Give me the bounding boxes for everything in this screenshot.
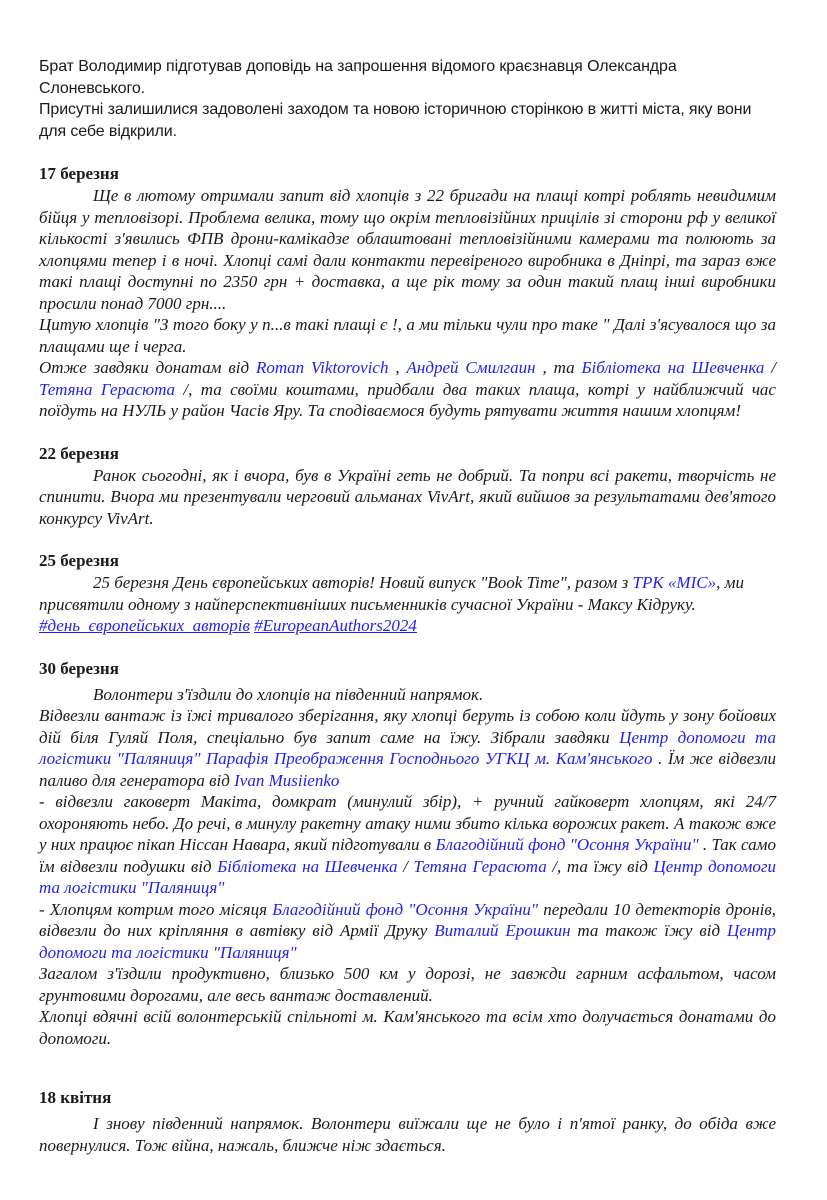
text: , ми присвятили одному з найперспективніших письменників сучасної України - Максу Кідруку. — [39, 573, 744, 614]
text: . Їм же відвезли паливо для генератора від — [39, 749, 777, 790]
text: /, та їжу від — [546, 856, 654, 876]
link-tetiana-herasiuta[interactable]: Тетяна Герасюта — [413, 856, 547, 876]
paragraph — [39, 705, 776, 791]
paragraph: Волонтери з'їздили до хлопців на південний напрямок. — [93, 684, 484, 704]
section-march-22 — [39, 443, 776, 530]
intro-paragraph-1: Брат Володимир підготував доповідь на запрошення відомого краєзнавця Олександра Слоневського. — [39, 58, 677, 97]
hashtag-link-european-authors-2024[interactable]: #EuropeanAuthors2024 — [254, 616, 417, 635]
link-roman-viktorovich[interactable]: Roman Viktorovich — [256, 358, 389, 377]
text: / — [764, 358, 776, 377]
paragraph: Хлопці вдячні всій волонтерській спільноті м. Кам'янського та всім хто долучається донатами до допомоги. — [39, 1007, 776, 1048]
text: - відвезли гаковерт Макіта, домкрат (минулий збір), + ручний гайковерт хлопцям, які 24/7 охороняють небо. До речі, в минулу ракетну атаку ними збито кілька ворожих ракет. А також вже у них працює пікап Ніссан Навара, який підготували в — [39, 792, 776, 854]
link-biblioteka-shevchenka[interactable]: Бібліотека на Шевченка — [581, 358, 765, 377]
text: передали 10 детекторів дронів, відвезли до них кріпляння в автівку від Армії Друку — [39, 899, 777, 940]
section-april-18 — [39, 1087, 776, 1156]
link-fond-osonnia-ukrainy[interactable]: Благодійний фонд "Осоння України" — [435, 835, 699, 854]
text: Отже завдяки донатам від — [39, 358, 256, 377]
link-vitalii-eroshkin[interactable]: Виталий Ерошкин — [434, 921, 571, 940]
link-ivan-musiienko[interactable]: Ivan Musiienko — [234, 770, 340, 790]
paragraph: Ще в лютому отримали запит від хлопців з 22 бригади на плащі котрі роблять невидимим бійця у тепловізорі. Проблема велика, тому що окрім тепловізійних прицілів зі сторони рф у великої кількості з'явились ФПВ дрони-камікадзе облаштовані тепловізійними камерами та полюють за хлопцями тепер і в ночі. Хлопці самі дали контакти перевіреного виробника в Дніпрі, та зараз вже такі плащі доступні по 2350 грн + доставка, а ще рік тому за один такий плащ інші виробники просили понад 7000 грн.... — [39, 186, 776, 313]
text: / — [397, 856, 414, 876]
link-tsentr-palianytsia[interactable]: Центр допомоги та логістики "Паляниця" — [39, 921, 776, 962]
paragraph — [39, 357, 776, 422]
paragraph: Цитую хлопців "З того боку у п...в такі плащі є !, а ми тільки чули про таке " Далі з'ясувалося що за плащами ще і черга. — [39, 315, 776, 356]
section-march-25 — [39, 550, 776, 637]
intro-block — [39, 56, 776, 142]
text: 25 березня День європейських авторів! Новий випуск "Book Time", разом з — [93, 573, 633, 592]
link-fond-osonnia-ukrainy[interactable]: Благодійний фонд "Осоння України" — [272, 899, 539, 919]
document-page — [39, 56, 776, 1156]
link-andrei-smilgain[interactable]: Андрей Смилгаин — [406, 358, 536, 377]
date-heading: 25 березня — [39, 551, 119, 570]
link-biblioteka-shevchenka[interactable]: Бібліотека на Шевченка — [217, 856, 398, 876]
text: та також їжу від — [570, 921, 727, 940]
link-parafiia-preobrazhennia[interactable]: Парафія Преображення Господнього УГКЦ м. Кам'янського — [206, 749, 653, 768]
paragraph: І знову південний напрямок. Волонтери виїжали ще не було і п'ятої ранку, до обіда вже повернулися. Тож війна, нажаль, ближче ніж здається. — [39, 1114, 776, 1155]
text: . Так само їм відвезли подушки від — [39, 835, 777, 876]
paragraph: Ранок сьогодні, як і вчора, був в Україні геть не добрий. Та попри всі ракети, творчість не спинити. Вчора ми презентували черговий альманах VivArt, який вийшов за результатами дев'ятого конкурсу VivArt. — [39, 465, 776, 528]
paragraph: Загалом з'їздили продуктивно, близько 500 км у дорозі, не завжди гарним асфальтом, часом грунтовими дорогами, але весь вантаж доставлений. — [39, 964, 776, 1005]
link-tsentr-palianytsia[interactable]: Центр допомоги та логістики "Паляниця" — [39, 856, 777, 897]
intro-paragraph-2: Присутні залишилися задоволені заходом та новою історичною сторінкою в житті міста, яку вони для себе відкрили. — [39, 101, 752, 140]
link-tsentr-palianytsia[interactable]: Центр допомоги та логістики "Паляниця" — [39, 727, 777, 768]
text: , та — [535, 358, 582, 377]
hashtag-link-european-authors-day[interactable]: #день_європейських_авторів — [39, 616, 250, 635]
date-heading: 30 березня — [39, 658, 119, 678]
link-trk-mis[interactable]: ТРК «МІС» — [632, 573, 717, 592]
date-heading: 17 березня — [39, 164, 119, 183]
paragraph — [39, 572, 776, 637]
text: Відвезли вантаж із їжі тривалого зберігання, яку хлопці беруть із собою коли йдуть у зону бойових дій біля Гуляй Поля, спеціально був запит саме на їжу. Зібрали завдяки — [39, 706, 776, 747]
paragraph — [39, 899, 776, 964]
date-heading: 18 квітня — [39, 1088, 112, 1107]
text: , — [388, 358, 407, 377]
section-march-30 — [39, 658, 776, 1050]
section-march-17 — [39, 163, 776, 422]
text: - Хлопцям котрим того місяця — [39, 899, 273, 919]
link-tetiana-herasiuta[interactable]: Тетяна Герасюта — [39, 379, 176, 399]
date-heading: 22 березня — [39, 443, 119, 463]
text: /, та своїми коштами, придбали два таких плаща, котрі у найближчий час поїдуть на НУЛЬ у район Часів Яру. Та сподіваємося будуть рятувати життя нашим хлопцям! — [39, 379, 776, 420]
paragraph — [39, 791, 776, 899]
